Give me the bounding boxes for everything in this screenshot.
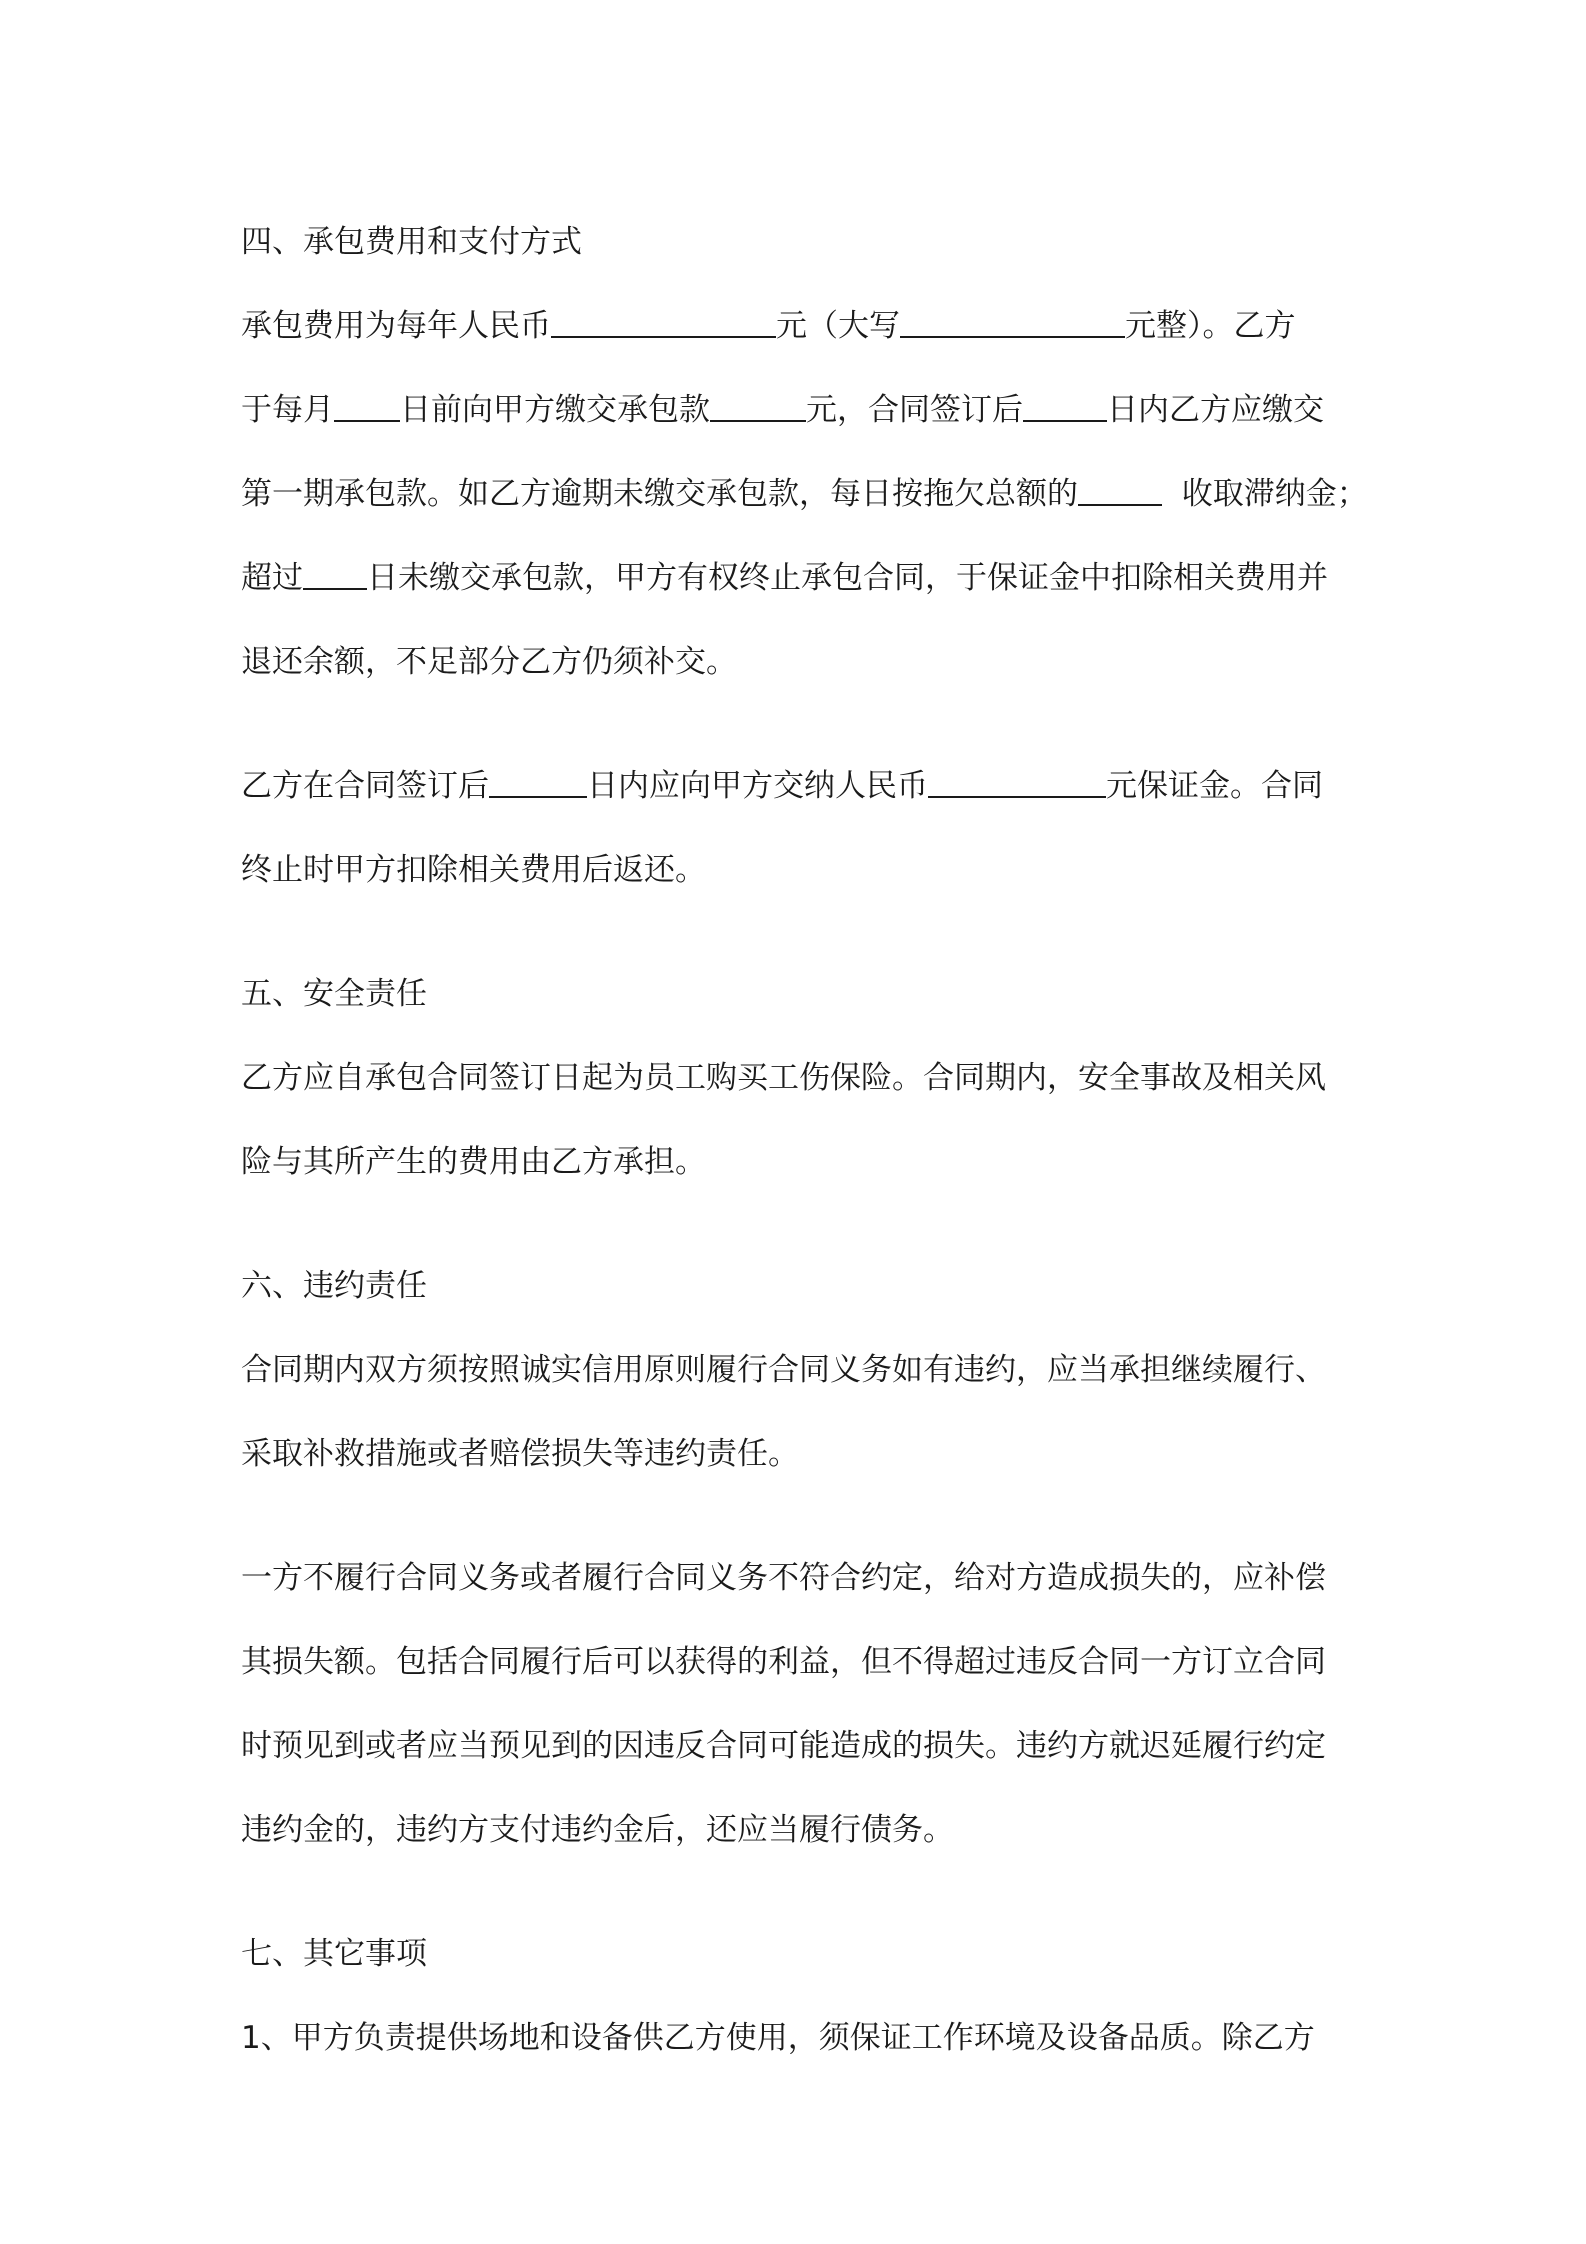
text-fragment: 日前向甲方缴交承包款 [400, 392, 710, 428]
blank-first-payment-days [1023, 390, 1107, 422]
section-4-line-1 [241, 284, 1356, 368]
text-fragment: 日内乙方应缴交 [1107, 392, 1324, 428]
spacer [241, 1496, 1356, 1536]
spacer [241, 704, 1356, 744]
section-6-line-1: 合同期内双方须按照诚实信用原则履行合同义务如有违约，应当承担继续履行、 [241, 1352, 1326, 1388]
section-4-line-3 [241, 452, 1368, 536]
text-fragment: 乙方在合同签订后 [241, 768, 489, 804]
blank-deposit-amount [928, 766, 1106, 798]
section-6-heading: 六、违约责任 [241, 1268, 427, 1304]
section-6-line-3: 一方不履行合同义务或者履行合同义务不符合约定，给对方造成损失的，应补偿 [241, 1560, 1326, 1596]
spacer [241, 1872, 1356, 1912]
contract-body [241, 200, 1368, 2080]
blank-overdue-days [303, 558, 367, 590]
text-fragment: 元整）。乙方 [1125, 308, 1296, 344]
spacer [241, 1204, 1356, 1244]
blank-monthly-day [334, 390, 400, 422]
blank-deposit-days [489, 766, 587, 798]
text-fragment: 第一期承包款。如乙方逾期未缴交承包款，每日按拖欠总额的 [241, 476, 1078, 512]
section-4-deposit-line-2: 终止时甲方扣除相关费用后返还。 [241, 852, 706, 888]
section-7-line-1: 1、甲方负责提供场地和设备供乙方使用，须保证工作环境及设备品质。除乙方 [241, 2020, 1315, 2056]
section-5-heading: 五、安全责任 [241, 976, 427, 1012]
text-fragment: 收取滞纳金； [1181, 476, 1368, 512]
text-fragment: 超过 [241, 560, 303, 596]
blank-annual-fee [551, 306, 776, 338]
section-6-line-4: 其损失额。包括合同履行后可以获得的利益，但不得超过违反合同一方订立合同 [241, 1644, 1326, 1680]
section-4-line-2 [241, 368, 1356, 452]
text-fragment: 元（大写 [776, 308, 900, 344]
section-6-line-2: 采取补救措施或者赔偿损失等违约责任。 [241, 1436, 799, 1472]
section-4-deposit-line-1 [241, 744, 1356, 828]
text-fragment: 日未缴交承包款，甲方有权终止承包合同，于保证金中扣除相关费用并 [367, 560, 1328, 596]
section-5-line-1: 乙方应自承包合同签订日起为员工购买工伤保险。合同期内，安全事故及相关风 [241, 1060, 1326, 1096]
blank-late-fee-rate [1078, 474, 1162, 506]
section-4-heading: 四、承包费用和支付方式 [241, 224, 582, 260]
section-4-line-4 [241, 536, 1356, 620]
section-7-heading: 七、其它事项 [241, 1936, 427, 1972]
text-fragment: 于每月 [241, 392, 334, 428]
section-5-line-2: 险与其所产生的费用由乙方承担。 [241, 1144, 706, 1180]
section-6-line-6: 违约金的，违约方支付违约金后，还应当履行债务。 [241, 1812, 954, 1848]
section-4-line-5: 退还余额，不足部分乙方仍须补交。 [241, 644, 737, 680]
blank-payment-amount [710, 390, 806, 422]
blank-fee-in-words [900, 306, 1125, 338]
text-fragment: 承包费用为每年人民币 [241, 308, 551, 344]
text-fragment: 日内应向甲方交纳人民币 [587, 768, 928, 804]
section-6-line-5: 时预见到或者应当预见到的因违反合同可能造成的损失。违约方就迟延履行约定 [241, 1728, 1326, 1764]
spacer [241, 912, 1356, 952]
text-fragment: 元，合同签订后 [806, 392, 1023, 428]
text-fragment: 元保证金。合同 [1106, 768, 1323, 804]
